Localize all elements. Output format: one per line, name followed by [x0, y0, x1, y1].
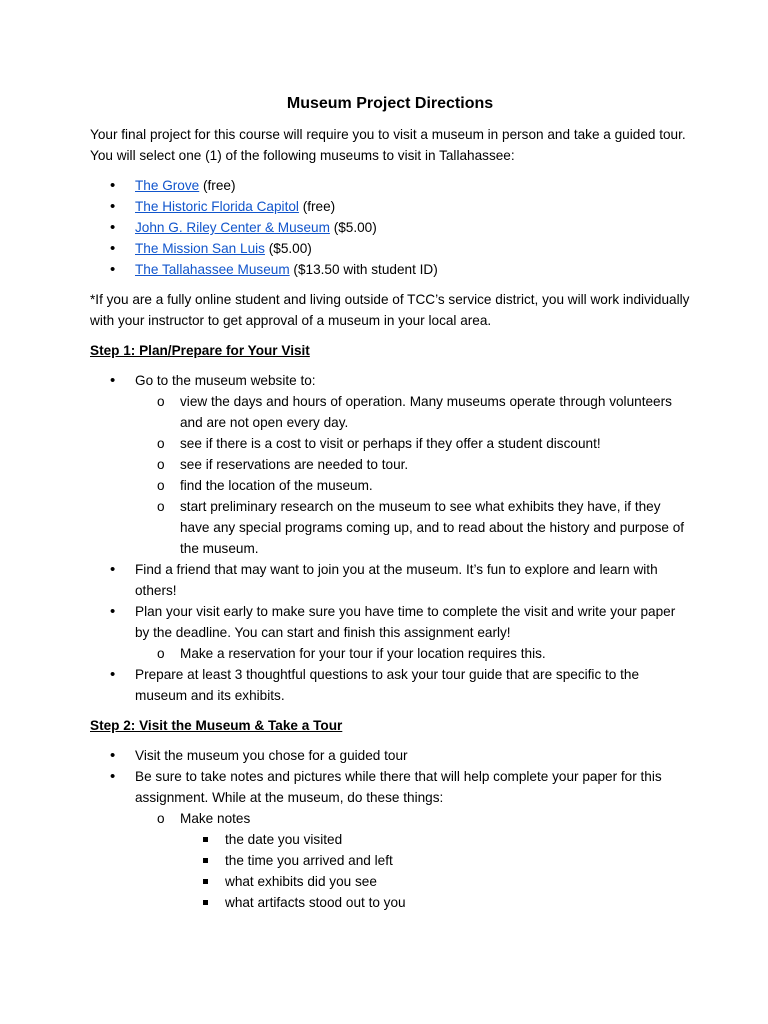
bullet-icon: • — [110, 177, 116, 194]
sublist-item — [135, 433, 690, 454]
list-item — [90, 559, 690, 601]
sublist-item — [135, 454, 690, 475]
bullet-icon: • — [110, 747, 116, 764]
note-paragraph: *If you are a fully online student and living outside of TCC’s service district, you will work individually with your instructor to get approval of a museum in your local area. — [90, 292, 690, 328]
sublist-item — [135, 643, 690, 664]
plan-sublist — [135, 643, 690, 664]
circle-bullet-icon: o — [157, 394, 165, 409]
square-bullet-icon — [203, 879, 208, 884]
bullet-icon: • — [110, 768, 116, 785]
square-bullet-icon — [203, 900, 208, 905]
notes-sublist — [135, 808, 690, 913]
sublist-item — [135, 808, 690, 913]
sublist-text: Make a reservation for your tour if your location requires this. — [180, 646, 546, 661]
circle-bullet-icon: o — [157, 646, 165, 661]
bullet-icon: • — [110, 603, 116, 620]
detail-text: the time you arrived and left — [225, 853, 393, 868]
notes-detail-list — [180, 829, 690, 913]
circle-bullet-icon: o — [157, 499, 165, 514]
list-item — [90, 745, 690, 766]
sublist-item — [135, 391, 690, 433]
list-item — [90, 259, 690, 280]
step1-item-website: Go to the museum website to: — [135, 373, 316, 388]
circle-bullet-icon: o — [157, 436, 165, 451]
sublist-text: see if reservations are needed to tour. — [180, 457, 409, 472]
bullet-icon: • — [110, 666, 116, 683]
museum-cost: ($5.00) — [329, 220, 377, 235]
sublist-text: view the days and hours of operation. Many museums operate through volunteers and are not open every day. — [180, 394, 672, 430]
intro-paragraph: Your final project for this course will require you to visit a museum in person and take a guided tour. You will select one (1) of the following museums to visit in Tallahassee: — [90, 127, 686, 163]
circle-bullet-icon: o — [157, 457, 165, 472]
detail-text: what artifacts stood out to you — [225, 895, 406, 910]
detail-text: the date you visited — [225, 832, 343, 847]
list-item — [90, 766, 690, 913]
step1-item-questions: Prepare at least 3 thoughtful questions to ask your tour guide that are specific to the museum and its exhibits. — [135, 667, 640, 703]
museum-cost: ($13.50 with student ID) — [289, 262, 438, 277]
step2-item-notes: Be sure to take notes and pictures while there that will help complete your paper for this assignment. While at the museum, do these things: — [135, 769, 662, 805]
list-item — [90, 175, 690, 196]
bullet-icon: • — [110, 198, 116, 215]
bullet-icon: • — [110, 372, 116, 389]
list-item — [90, 217, 690, 238]
bullet-icon: • — [110, 261, 116, 278]
museum-cost: (free) — [298, 199, 336, 214]
list-item — [90, 664, 690, 706]
step2-list — [90, 745, 690, 913]
square-bullet-icon — [203, 837, 208, 842]
website-sublist — [135, 391, 690, 559]
page-title: Museum Project Directions — [286, 95, 494, 112]
list-item — [90, 196, 690, 217]
museum-list — [90, 175, 690, 280]
detail-item — [180, 871, 690, 892]
step2-item-visit: Visit the museum you chose for a guided tour — [135, 748, 408, 763]
museum-link-tallahassee[interactable]: The Tallahassee Museum — [135, 262, 290, 277]
sublist-item — [135, 496, 690, 559]
circle-bullet-icon: o — [157, 811, 165, 826]
sublist-text: start preliminary research on the museum to see what exhibits they have, if they have any special programs coming up, and to read about the history and purpose of the museum. — [180, 499, 685, 556]
step1-item-friend: Find a friend that may want to join you at the museum. It’s fun to explore and learn with others! — [135, 562, 658, 598]
step1-heading: Step 1: Plan/Prepare for Your Visit — [90, 343, 310, 358]
document-content — [90, 92, 690, 922]
bullet-icon: • — [110, 561, 116, 578]
step1-list — [90, 370, 690, 706]
circle-bullet-icon: o — [157, 478, 165, 493]
list-item — [90, 601, 690, 664]
sublist-text: find the location of the museum. — [180, 478, 373, 493]
museum-cost: ($5.00) — [264, 241, 312, 256]
sublist-text: Make notes — [180, 811, 251, 826]
bullet-icon: • — [110, 219, 116, 236]
step2-heading: Step 2: Visit the Museum & Take a Tour — [90, 718, 343, 733]
museum-link-mission[interactable]: The Mission San Luis — [135, 241, 265, 256]
detail-item — [180, 829, 690, 850]
list-item — [90, 370, 690, 559]
step1-item-plan: Plan your visit early to make sure you have time to complete the visit and write your paper by the deadline. You can start and finish this assignment early! — [135, 604, 676, 640]
detail-item — [180, 850, 690, 871]
list-item — [90, 238, 690, 259]
museum-link-riley[interactable]: John G. Riley Center & Museum — [135, 220, 330, 235]
sublist-text: see if there is a cost to visit or perhaps if they offer a student discount! — [180, 436, 601, 451]
bullet-icon: • — [110, 240, 116, 257]
sublist-item — [135, 475, 690, 496]
museum-cost: (free) — [199, 178, 236, 193]
square-bullet-icon — [203, 858, 208, 863]
museum-link-grove[interactable]: The Grove — [135, 178, 200, 193]
museum-link-capitol[interactable]: The Historic Florida Capitol — [135, 199, 299, 214]
detail-item — [180, 892, 690, 913]
detail-text: what exhibits did you see — [225, 874, 377, 889]
